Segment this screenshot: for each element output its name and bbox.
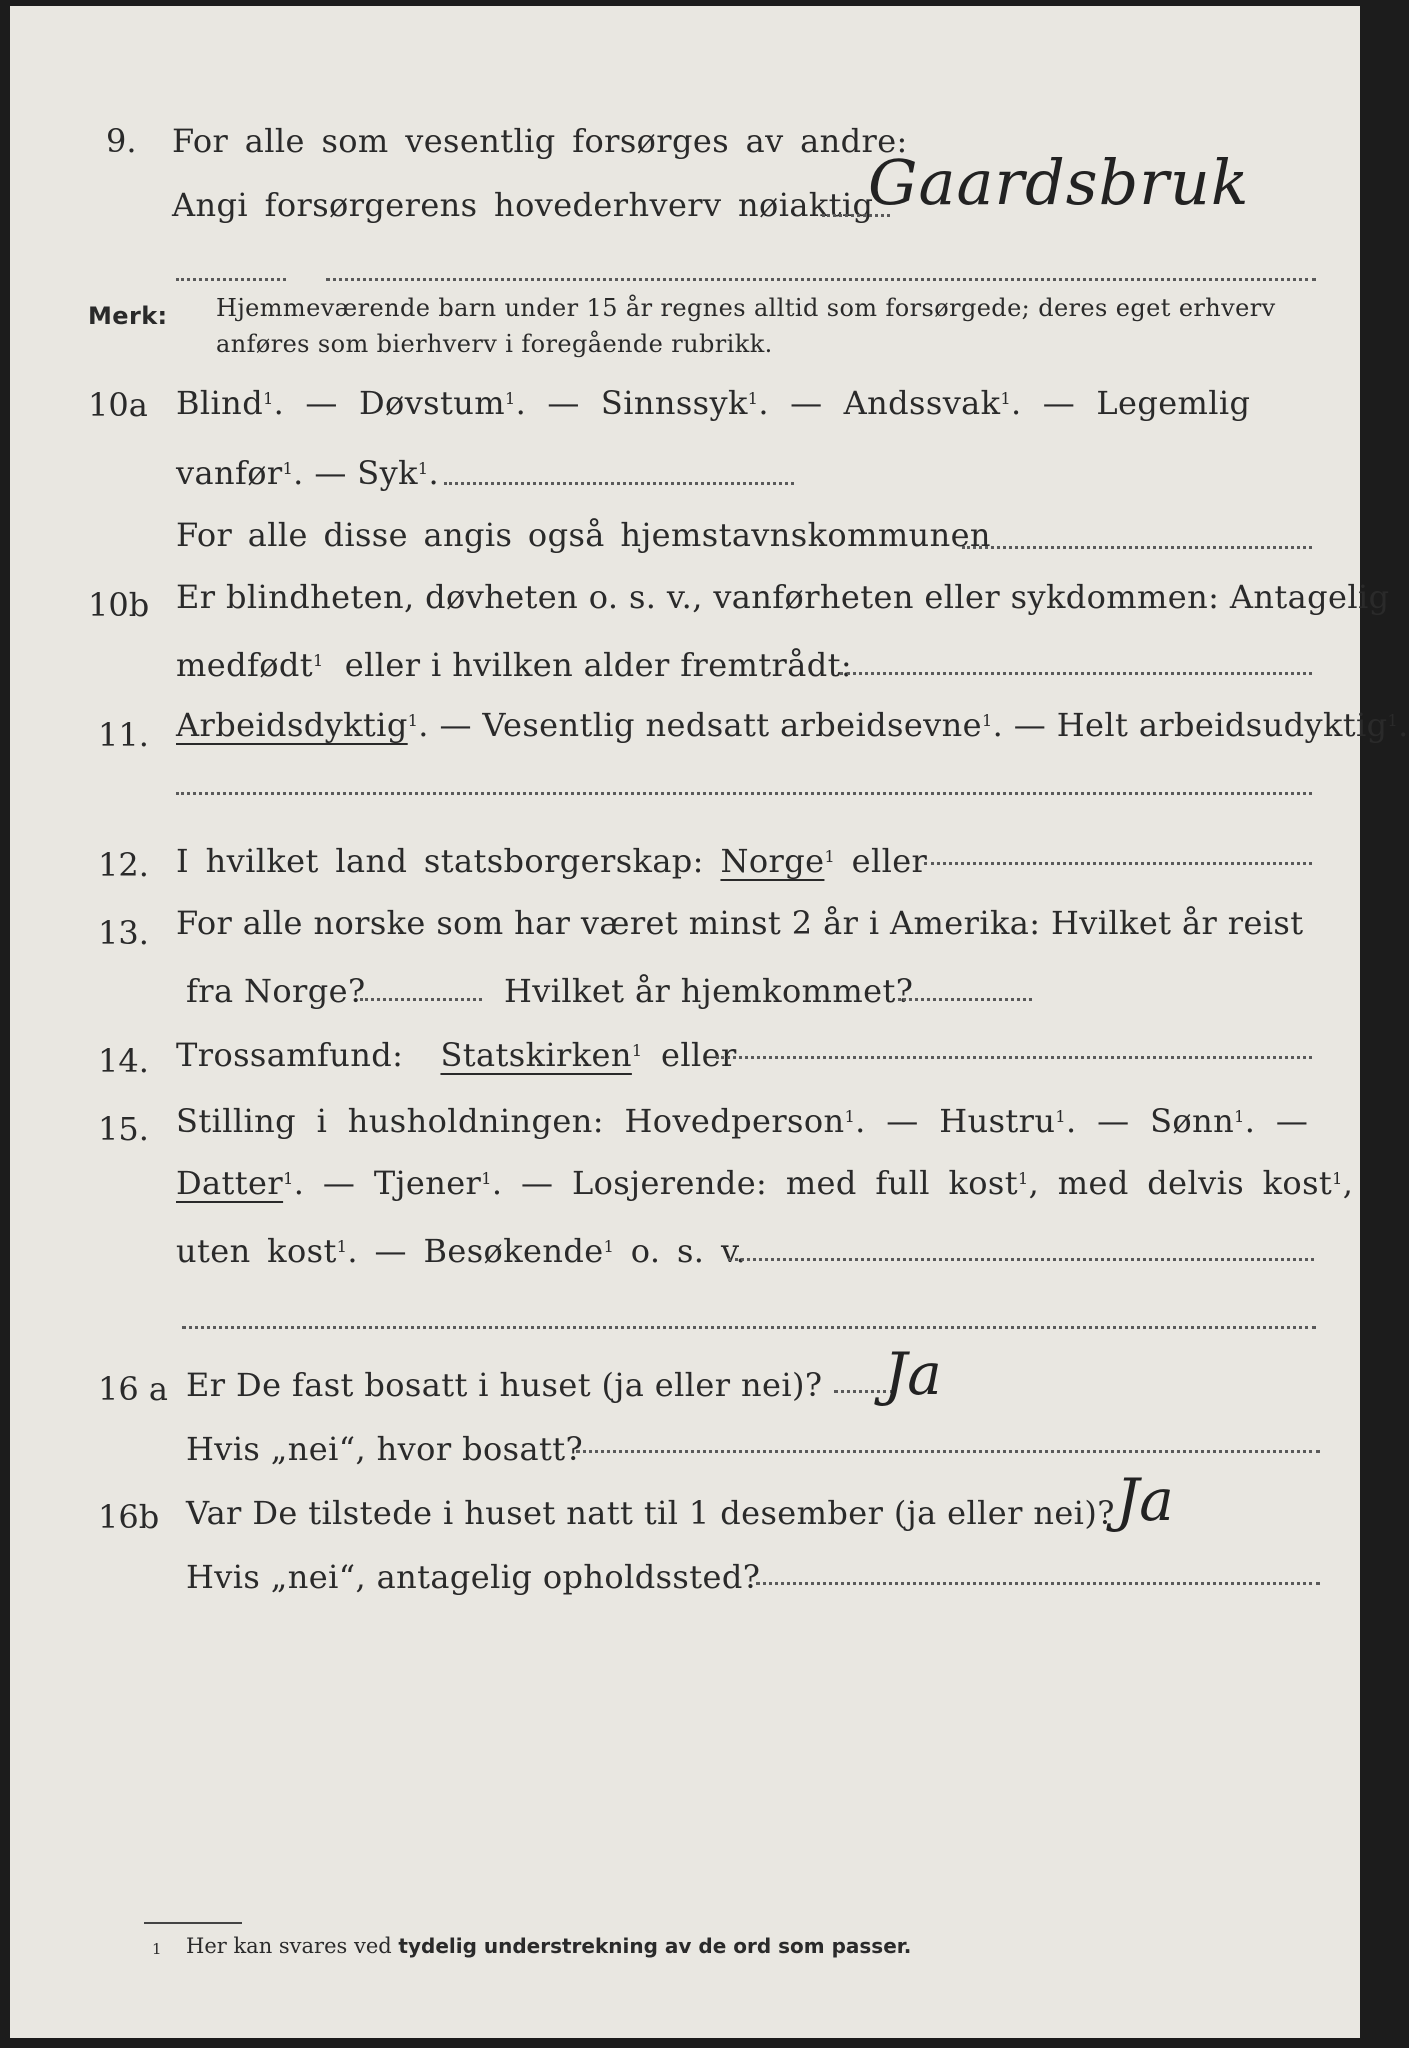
merk-line1: Hjemmeværende barn under 15 år regnes alltid som forsørgede; deres eget erhverv bbox=[216, 294, 1276, 322]
q16b-opholdssted-line bbox=[756, 1582, 1320, 1585]
q9-extra-line-a bbox=[176, 278, 286, 281]
q16a-line2: Hvis „nei“, hvor bosatt? bbox=[186, 1430, 584, 1468]
q16a-number: 16 a bbox=[98, 1370, 168, 1408]
q12-number: 12. bbox=[98, 846, 149, 884]
q13-fra-norge: fra Norge? bbox=[186, 972, 366, 1010]
footnote-rule bbox=[144, 1922, 242, 1924]
q16b-number: 16b bbox=[98, 1498, 160, 1536]
q14-line1: Trossamfund: Statskirken$^1$ eller bbox=[176, 1036, 737, 1074]
q13-number: 13. bbox=[98, 914, 149, 952]
q9-number: 9. bbox=[106, 122, 137, 160]
q16a-handwritten-answer: Ja bbox=[884, 1340, 942, 1408]
q9-handwritten-answer: Gaardsbruk bbox=[868, 146, 1250, 219]
merk-line2: anføres som bierhverv i foregående rubrikk. bbox=[216, 330, 773, 358]
q9-line2: Angi forsørgerens hovederhverv nøiaktig bbox=[172, 186, 874, 224]
q12-line1: I hvilket land statsborgerskap: Norge$^1$ eller bbox=[176, 842, 928, 880]
q16a-bosatt-line bbox=[576, 1450, 1320, 1453]
q16a-line1: Er De fast bosatt i huset (ja eller nei)? bbox=[186, 1366, 823, 1404]
q14-statskirken-underlined: Statskirken bbox=[440, 1036, 632, 1074]
q14-answer-line bbox=[716, 1056, 1312, 1059]
q9-line1: For alle som vesentlig forsørges av andre: bbox=[172, 122, 908, 160]
census-form-page bbox=[10, 6, 1409, 2038]
q11-line1: Arbeidsdyktig$^1$. — Vesentlig nedsatt arbeidsevne$^1$. — Helt arbeidsudyktig$^1$. bbox=[176, 706, 1409, 744]
q16b-handwritten-answer: Ja bbox=[1116, 1466, 1174, 1534]
q10b-answer-line bbox=[840, 672, 1312, 675]
q13-line1: For alle norske som har været minst 2 år i Amerika: Hvilket år reist bbox=[176, 904, 1304, 942]
q15-extra-line bbox=[182, 1326, 1316, 1329]
q12-answer-line bbox=[924, 862, 1312, 865]
q11-number: 11. bbox=[98, 716, 149, 754]
q10b-line1: Er blindheten, døvheten o. s. v., vanførheten eller sykdommen: Antagelig bbox=[176, 578, 1390, 616]
q13-hjemkommet: Hvilket år hjemkommet? bbox=[504, 972, 914, 1010]
q10a-number: 10a bbox=[88, 386, 148, 424]
q10a-kommune-line bbox=[962, 546, 1312, 549]
q10a-line3: For alle disse angis også hjemstavnskommunen bbox=[176, 516, 991, 554]
q10a-line1: Blind$^1$. — Døvstum$^1$. — Sinnssyk$^1$. — Andssvak$^1$. — Legemlig bbox=[176, 384, 1251, 422]
q10a-syk-line bbox=[444, 482, 794, 485]
q12-norge-underlined: Norge bbox=[720, 842, 825, 880]
q13-reist-line bbox=[360, 998, 482, 1001]
q10b-line2: medfødt$^1$ eller i hvilken alder fremtrådt: bbox=[176, 646, 853, 684]
q13-hjemkommet-line bbox=[898, 998, 1032, 1001]
q14-number: 14. bbox=[98, 1042, 149, 1080]
q15-line3: uten kost$^1$. — Besøkende$^1$ o. s. v. bbox=[176, 1232, 747, 1270]
merk-label: Merk: bbox=[88, 302, 168, 330]
footnote-text: Her kan svares ved tydelig understrekning av de ord som passer. bbox=[186, 1934, 912, 1958]
q15-answer-line bbox=[728, 1258, 1314, 1261]
q15-datter-underlined: Datter bbox=[176, 1164, 284, 1202]
q10b-number: 10b bbox=[88, 586, 150, 624]
q15-number: 15. bbox=[98, 1110, 149, 1148]
q9-extra-line-b bbox=[326, 278, 1316, 281]
footnote-marker: 1 bbox=[152, 1940, 162, 1958]
q15-line2: Datter$^1$. — Tjener$^1$. — Losjerende: med full kost$^1$, med delvis kost$^1$, bbox=[176, 1164, 1354, 1202]
q11-arbeidsdyktig-underlined: Arbeidsdyktig bbox=[176, 706, 408, 744]
q10a-line2: vanfør$^1$. — Syk$^1$. bbox=[176, 454, 440, 492]
q16b-line2: Hvis „nei“, antagelig opholdssted? bbox=[186, 1558, 761, 1596]
q15-line1: Stilling i husholdningen: Hovedperson$^1$. — Hustru$^1$. — Sønn$^1$. — bbox=[176, 1102, 1309, 1140]
q16b-line1: Var De tilstede i huset natt til 1 desember (ja eller nei)? bbox=[186, 1494, 1115, 1532]
q11-answer-line bbox=[176, 792, 1312, 795]
